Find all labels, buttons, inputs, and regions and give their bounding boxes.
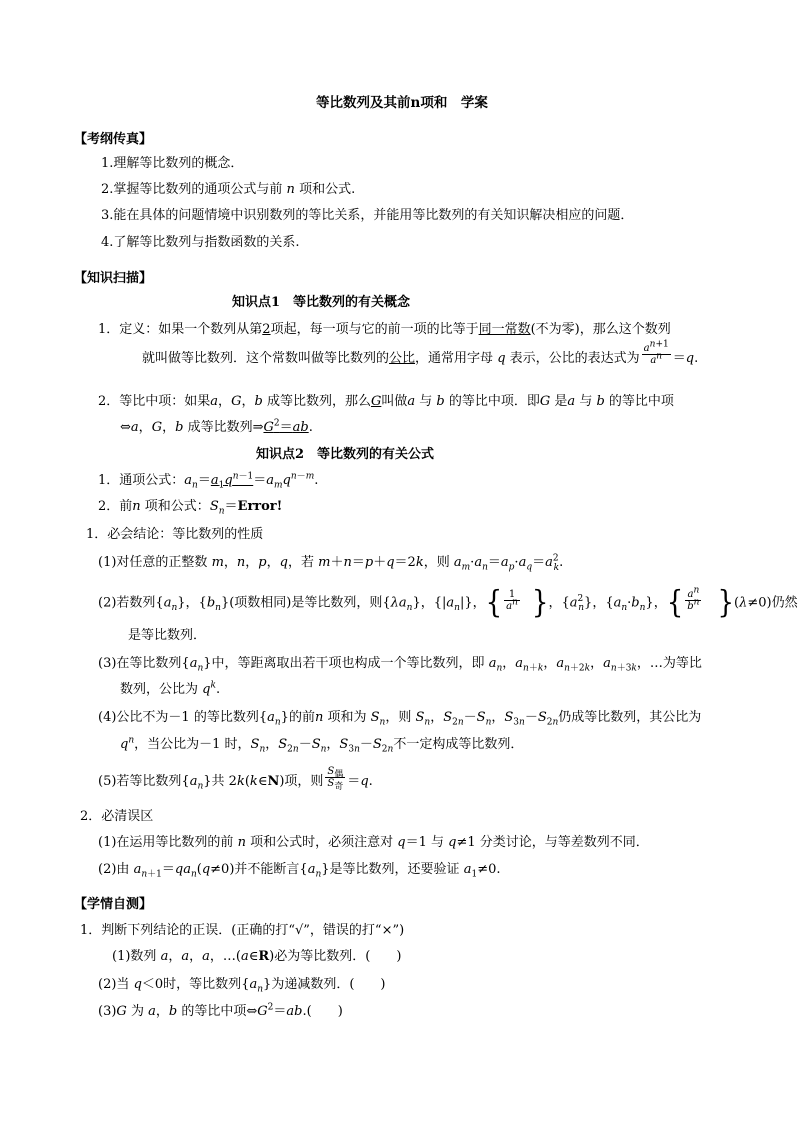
- wuqu-1: (1)在运用等比数列的前 n 项和公式时，必须注意对 q＝1 与 q≠1 分类讨论，与等差数列不同．: [98, 835, 649, 850]
- page-title: 等比数列及其前n项和 学案: [316, 95, 488, 111]
- kaogang-item-3: 3.能在具体的问题情境中识别数列的等比关系，并能用等比数列的有关知识解决相应的问题．: [101, 208, 634, 223]
- exercise-item-2: (2)当 q＜0时，等比数列$\{a_n\}$为递减数列．( ): [98, 977, 386, 995]
- property-5: (5)若等比数列$\{a_n\}$共 2k(k∈N)项，则 $\frac{S_偶}{S_奇}$ ＝q.: [98, 766, 373, 792]
- exercise-item-3: (3)G 为 a，b 的等比中项$\Leftrightarrow G^2=ab$.( ): [98, 1002, 343, 1019]
- wuqu-title: 2．必清误区: [80, 809, 154, 824]
- section-zhishi: 【知识扫描】: [74, 271, 153, 286]
- conclusion-title: 1．必会结论：等比数列的性质: [86, 527, 264, 542]
- exercise-item-1: (1)数列 a，a，a，…(a∈R)必为等比数列．( ): [112, 949, 402, 964]
- property-4-line-1: (4)公比不为－1 的等比数列$\{a_n\}$的前n 项和为 $S_n$，则 $S_n$，$S_{2n}-S_n$，$S_{3n}-S_{2n}$仍成等比数列，其公比为: [98, 710, 702, 728]
- kaogang-item-2: 2.掌握等比数列的通项公式与前 n 项和公式.: [101, 182, 356, 197]
- kaogang-item-1: 1.理解等比数列的概念．: [101, 156, 244, 171]
- property-2-line-1: (2)若数列$\{a_n\}$，$\{b_n\}$(项数相同)是等比数列，则$\{\lambda a_n\}$，$\{|a_n|\}$，{ $\frac{1}{a^n}$ }，$\{a^2_n\}$，$\{a_n\cdot b_n\}$，{ $\frac{a^n}{b^n}$ }(λ≠0)仍然: [98, 585, 798, 621]
- property-3-line-2: 数列，公比为 $q^k$.: [120, 680, 221, 697]
- formula-general-term: 1．通项公式：$a_n=a_1q^{n-1}=a_mq^{n-m}$.: [98, 471, 319, 491]
- section-kaogang: 【考纲传真】: [74, 132, 153, 147]
- property-3-line-1: (3)在等比数列$\{a_n\}$中，等距离取出若干项也构成一个等比数列，即 $a_n$，$a_{n+k}$，$a_{n+2k}$，$a_{n+3k}$，…为等比: [98, 656, 702, 674]
- wuqu-2: (2)由 $a_{n+1}=qa_n(q\ne 0)$并不能断言$\{a_n\}$是等比数列，还要验证 $a_1\ne 0$.: [98, 862, 501, 880]
- kaogang-item-4: 4.了解等比数列与指数函数的关系.: [101, 235, 300, 250]
- mid-term-line-2: ⇔a，G，b 成等比数列$\Rightarrow G^2=ab$.: [120, 418, 313, 435]
- exercise-question: 1．判断下列结论的正误．(正确的打“√”，错误的打“×”): [80, 923, 405, 938]
- definition-line-2: 就叫做等比数列．这个常数叫做等比数列的公比，通常用字母 q 表示，公比的表达式为 $\frac{a^{n+1}}{a^n}$ ＝q.: [142, 339, 699, 366]
- section-xueqing: 【学情自测】: [74, 897, 153, 912]
- formula-partial-sum: 2．前n 项和公式：$S_n=Error$!: [98, 499, 283, 517]
- mid-term-line-1: 2．等比中项：如果a，G，b 成等比数列，那么G叫做a 与 b 的等比中项．即G 是a 与 b 的等比中项: [98, 394, 674, 409]
- definition-line-1: 1．定义：如果一个数列从第2项起，每一项与它的前一项的比等于同一常数(不为零)，那么这个数列: [98, 322, 671, 337]
- property-4-line-2: $q^n$，当公比为－1 时，$S_n$，$S_{2n}-S_n$，$S_{3n}-S_{2n}$不一定构成等比数列．: [120, 735, 524, 755]
- property-2-line-2: 是等比数列．: [128, 628, 207, 643]
- property-1: (1)对任意的正整数 m，n，p，q，若 m＋n＝p＋q＝2k，则 $a_m\cdot a_n=a_p\cdot a_q=a^2_k$.: [98, 553, 564, 573]
- kp1-title: 知识点1 等比数列的有关概念: [232, 295, 411, 310]
- kp2-title: 知识点2 等比数列的有关公式: [256, 447, 435, 462]
